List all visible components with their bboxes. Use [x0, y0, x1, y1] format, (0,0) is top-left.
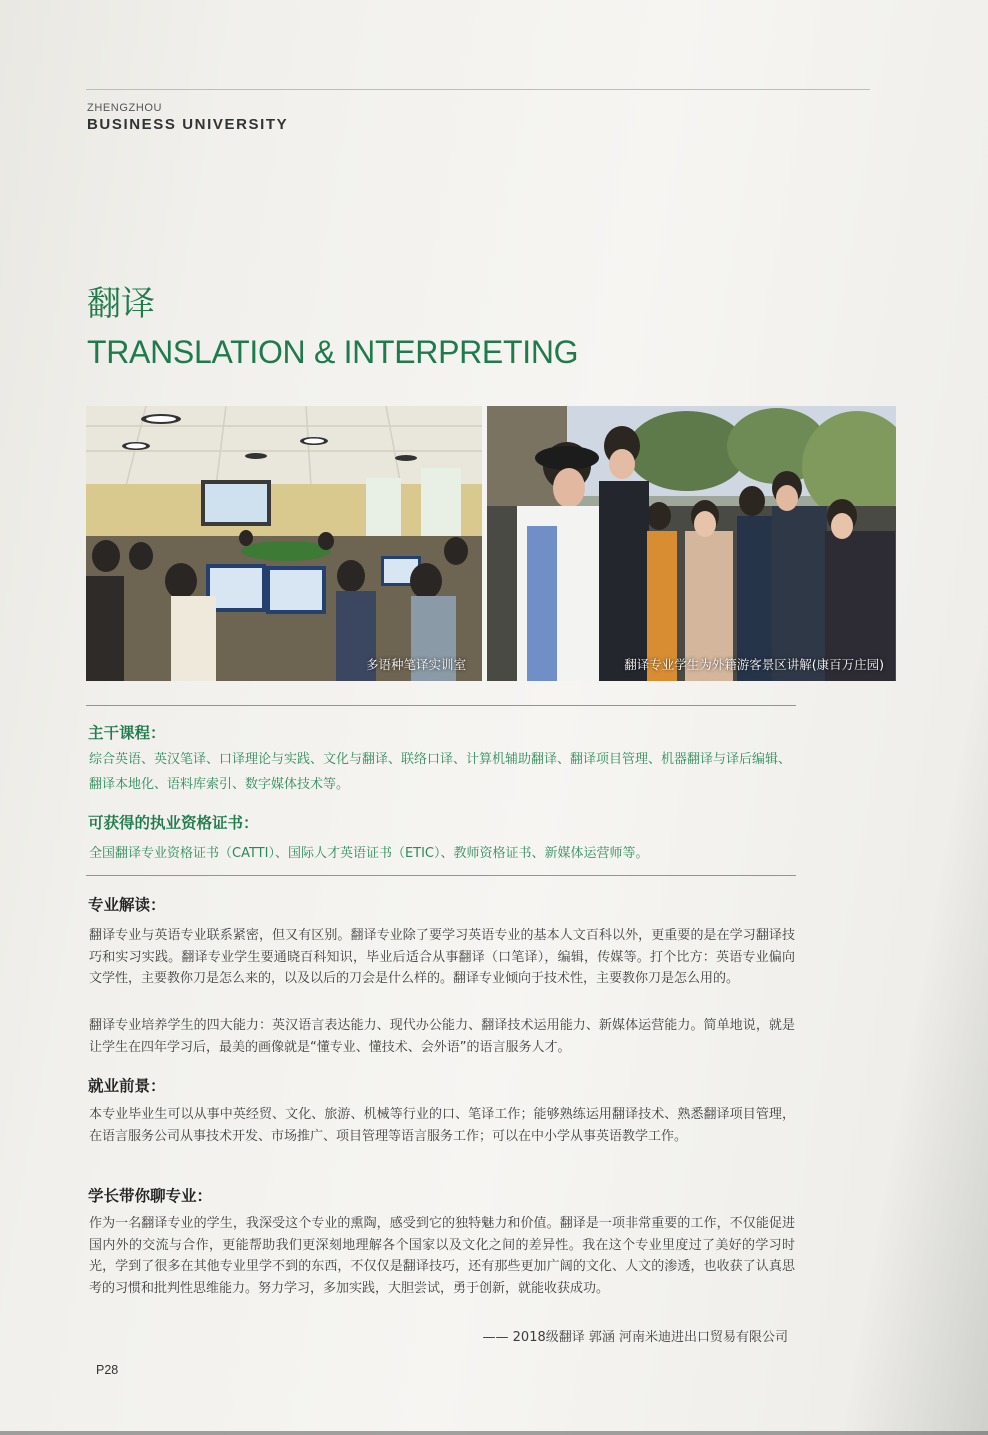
- section-divider: [86, 705, 796, 706]
- courses-heading: 主干课程：: [88, 724, 166, 742]
- page-title-en: TRANSLATION & INTERPRETING: [87, 334, 579, 370]
- courses-text: 综合英语、英汉笔译、口译理论与实践、文化与翻译、联络口译、计算机辅助翻译、翻译项目管理、机器翻译与译后编辑、翻译本地化、语料库索引、数字媒体技术等。: [89, 752, 792, 792]
- interpretation-paragraph: 翻译专业培养学生的四大能力：英汉语言表达能力、现代办公能力、翻译技术运用能力、新媒体运营能力。简单地说，就是让学生在四年学习后，最美的画像就是“懂专业、懂技术、会外语”的语言服务人才。: [89, 1018, 795, 1055]
- header-rule: [86, 89, 870, 90]
- photo-caption: 多语种笔译实训室: [365, 657, 466, 672]
- senior-talk-heading: 学长带你聊专业：: [88, 1187, 213, 1205]
- interpretation-heading: 专业解读：: [88, 896, 166, 914]
- employment-heading: 就业前景：: [88, 1077, 166, 1095]
- section-divider: [86, 875, 796, 876]
- employment-text: 本专业毕业生可以从事中英经贸、文化、旅游、机械等行业的口、笔译工作；能够熟练运用翻译技术、熟悉翻译项目管理，在语言服务公司从事技术开发、市场推广、项目管理等语言服务工作；可以在中小学从事英语教学工作。: [89, 1107, 795, 1144]
- senior-talk-text: 作为一名翻译专业的学生，我深受这个专业的熏陶，感受到它的独特魅力和价值。翻译是一项非常重要的工作，不仅能促进国内外的交流与合作，更能帮助我们更深刻地理解各个国家以及文化之间的差异性。我在这个专业里度过了美好的学习时光，学到了很多在其他专业里学不到的东西，不仅仅是翻译技巧，还有那些更加广阔的文化、人文的渗透，也收获了认真思考的习惯和批判性思维能力。努力学习，多加实践，大胆尝试，勇于创新，就能收获成功。: [89, 1216, 795, 1296]
- photo-caption: 翻译专业学生为外籍游客景区讲解(康百万庄园): [624, 657, 884, 672]
- school-name-line1: ZHENGZHOU: [87, 102, 163, 114]
- page-edge: [0, 1431, 988, 1435]
- certificates-text: 全国翻译专业资格证书（CATTI）、国际人才英语证书（ETIC）、教师资格证书、新媒体运营师等。: [89, 846, 649, 861]
- interpretation-paragraph: 翻译专业与英语专业联系紧密，但又有区别。翻译专业除了要学习英语专业的基本人文百科以外，更重要的是在学习翻译技巧和实习实践。翻译专业学生要通晓百科知识，毕业后适合从事翻译（口笔译），编辑，传媒等。打个比方：英语专业偏向文学性，主要教你刀是怎么来的，以及以后的刀会是什么样的。翻译专业倾向于技术性，主要教你刀是怎么用的。: [89, 928, 795, 986]
- page-number: P28: [96, 1363, 119, 1377]
- classroom-photo: [86, 406, 482, 681]
- senior-talk-signature: —— 2018级翻译 郭涵 河南米迪进出口贸易有限公司: [482, 1330, 788, 1345]
- school-name-line2: BUSINESS UNIVERSITY: [87, 116, 289, 133]
- certificates-heading: 可获得的执业资格证书：: [88, 814, 259, 832]
- page-title-cn: 翻译: [87, 284, 155, 324]
- scenic-tour-photo: [487, 406, 896, 681]
